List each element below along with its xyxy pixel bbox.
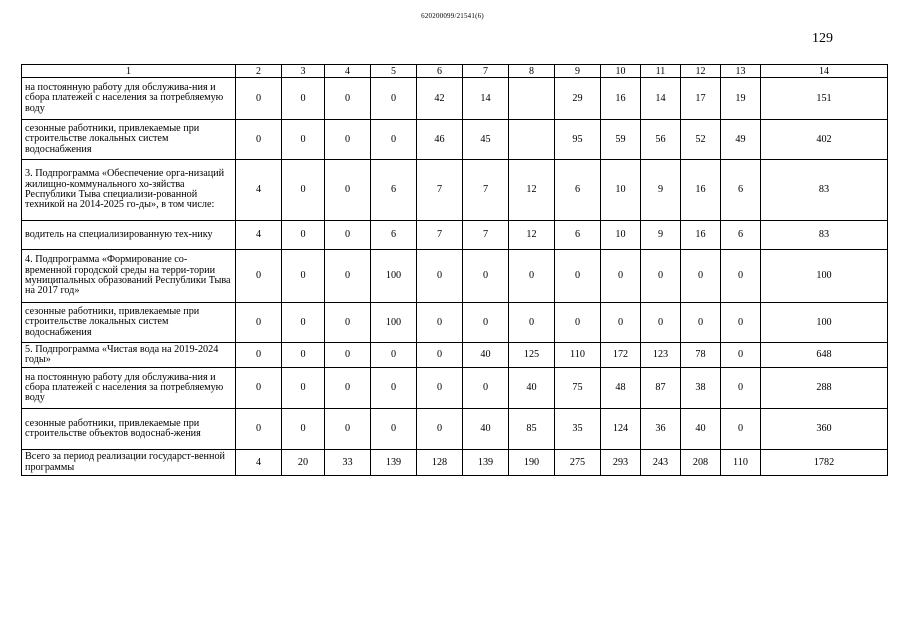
table-cell: 0 bbox=[721, 409, 761, 450]
table-cell: 0 bbox=[325, 120, 371, 160]
table-cell: 20 bbox=[282, 450, 325, 476]
table-cell: 0 bbox=[282, 409, 325, 450]
table-cell: 0 bbox=[282, 120, 325, 160]
table-cell: 0 bbox=[236, 303, 282, 343]
table-cell: 4 bbox=[236, 221, 282, 250]
table-cell: 38 bbox=[681, 368, 721, 409]
table-cell: 0 bbox=[641, 250, 681, 303]
table-cell: 0 bbox=[236, 368, 282, 409]
table-cell: 85 bbox=[509, 409, 555, 450]
table-cell: 7 bbox=[463, 221, 509, 250]
table-cell: 87 bbox=[641, 368, 681, 409]
table-cell: 33 bbox=[325, 450, 371, 476]
table-cell: 0 bbox=[325, 409, 371, 450]
table-row bbox=[22, 250, 888, 303]
table-cell: 29 bbox=[555, 78, 601, 120]
table-cell: 0 bbox=[463, 368, 509, 409]
table-cell: 14 bbox=[463, 78, 509, 120]
table-cell: 139 bbox=[463, 450, 509, 476]
table-row bbox=[22, 368, 888, 409]
column-header: 1 bbox=[22, 65, 236, 78]
table-cell: 6 bbox=[371, 221, 417, 250]
table-cell: 0 bbox=[325, 250, 371, 303]
table-cell: 75 bbox=[555, 368, 601, 409]
table-cell: 7 bbox=[417, 221, 463, 250]
table-cell: 52 bbox=[681, 120, 721, 160]
table-cell: 0 bbox=[236, 120, 282, 160]
table-row bbox=[22, 221, 888, 250]
column-header: 10 bbox=[601, 65, 641, 78]
table-cell: 288 bbox=[761, 368, 888, 409]
table-cell: 0 bbox=[417, 303, 463, 343]
table-cell: 40 bbox=[463, 343, 509, 368]
table-cell: 100 bbox=[761, 303, 888, 343]
table-cell: 0 bbox=[325, 221, 371, 250]
table-cell: 0 bbox=[282, 78, 325, 120]
table-cell: 151 bbox=[761, 78, 888, 120]
table-cell: 42 bbox=[417, 78, 463, 120]
table-cell: 1782 bbox=[761, 450, 888, 476]
table-cell: 16 bbox=[601, 78, 641, 120]
table-cell: 83 bbox=[761, 160, 888, 221]
table-cell: 0 bbox=[371, 120, 417, 160]
table-cell: 293 bbox=[601, 450, 641, 476]
column-header: 3 bbox=[282, 65, 325, 78]
table-cell: 45 bbox=[463, 120, 509, 160]
table-cell: 4 bbox=[236, 450, 282, 476]
table-cell: 123 bbox=[641, 343, 681, 368]
table-cell: 10 bbox=[601, 221, 641, 250]
table-cell: 6 bbox=[555, 221, 601, 250]
table-cell bbox=[509, 120, 555, 160]
column-header: 8 bbox=[509, 65, 555, 78]
table-cell: 0 bbox=[371, 78, 417, 120]
table-cell: 6 bbox=[721, 221, 761, 250]
table-cell: 0 bbox=[721, 303, 761, 343]
table-cell: 9 bbox=[641, 221, 681, 250]
column-header: 2 bbox=[236, 65, 282, 78]
table-cell: 0 bbox=[282, 368, 325, 409]
table-cell: 12 bbox=[509, 221, 555, 250]
table-cell: 139 bbox=[371, 450, 417, 476]
table-cell: 0 bbox=[509, 303, 555, 343]
table-cell: 83 bbox=[761, 221, 888, 250]
table-cell: 0 bbox=[325, 303, 371, 343]
table-cell: 14 bbox=[641, 78, 681, 120]
table-cell: 40 bbox=[463, 409, 509, 450]
table-cell: 360 bbox=[761, 409, 888, 450]
table-cell: 59 bbox=[601, 120, 641, 160]
table-row bbox=[22, 303, 888, 343]
table-cell: 0 bbox=[282, 343, 325, 368]
table-cell: 0 bbox=[371, 343, 417, 368]
table-cell: 0 bbox=[721, 343, 761, 368]
table-cell: 208 bbox=[681, 450, 721, 476]
table-cell: 36 bbox=[641, 409, 681, 450]
table-cell: 100 bbox=[761, 250, 888, 303]
table-cell: 0 bbox=[371, 409, 417, 450]
table-cell: 275 bbox=[555, 450, 601, 476]
document-code: 620200099/21541(6) bbox=[421, 12, 484, 20]
table-cell: 35 bbox=[555, 409, 601, 450]
table-cell: 0 bbox=[325, 343, 371, 368]
table-row bbox=[22, 78, 888, 120]
table-cell: 0 bbox=[555, 303, 601, 343]
column-header: 9 bbox=[555, 65, 601, 78]
column-header: 7 bbox=[463, 65, 509, 78]
table-cell: 125 bbox=[509, 343, 555, 368]
row-label: на постоянную работу для обслужива-ния и сбора платежей с населения за потребляемую воду bbox=[22, 78, 236, 120]
table-cell: 190 bbox=[509, 450, 555, 476]
table-row bbox=[22, 160, 888, 221]
table-cell: 40 bbox=[681, 409, 721, 450]
table-cell: 0 bbox=[721, 250, 761, 303]
table-cell: 0 bbox=[282, 160, 325, 221]
page-number: 129 bbox=[812, 31, 833, 46]
table-cell: 0 bbox=[681, 250, 721, 303]
table-cell: 100 bbox=[371, 250, 417, 303]
table-cell: 17 bbox=[681, 78, 721, 120]
table-row bbox=[22, 343, 888, 368]
table-cell: 0 bbox=[325, 160, 371, 221]
table-cell: 0 bbox=[236, 409, 282, 450]
table-cell: 0 bbox=[641, 303, 681, 343]
table-cell: 0 bbox=[282, 221, 325, 250]
table-cell: 0 bbox=[282, 250, 325, 303]
row-label: 4. Подпрограмма «Формирование со-временной городской среды на терри-тории муниципальных образований Республики Тыва на 2017 год» bbox=[22, 250, 236, 303]
table-cell: 0 bbox=[236, 78, 282, 120]
table-cell: 0 bbox=[601, 303, 641, 343]
table-cell: 46 bbox=[417, 120, 463, 160]
row-label: сезонные работники, привлекаемые при строительстве локальных систем водоснабжения bbox=[22, 120, 236, 160]
table-cell: 128 bbox=[417, 450, 463, 476]
table-header-row bbox=[22, 65, 888, 78]
table-cell: 48 bbox=[601, 368, 641, 409]
table-cell: 100 bbox=[371, 303, 417, 343]
row-label: сезонные работники, привлекаемые при строительстве локальных систем водоснабжения bbox=[22, 303, 236, 343]
table-cell: 0 bbox=[417, 368, 463, 409]
table-cell: 0 bbox=[555, 250, 601, 303]
table-cell: 12 bbox=[509, 160, 555, 221]
table-cell: 110 bbox=[721, 450, 761, 476]
column-header: 11 bbox=[641, 65, 681, 78]
table-cell: 110 bbox=[555, 343, 601, 368]
row-label: сезонные работники, привлекаемые при строительстве объектов водоснаб-жения bbox=[22, 409, 236, 450]
table-cell: 0 bbox=[463, 250, 509, 303]
table-row bbox=[22, 120, 888, 160]
row-label: Всего за период реализации государст-венной программы bbox=[22, 450, 236, 476]
table-cell: 6 bbox=[721, 160, 761, 221]
table-cell: 95 bbox=[555, 120, 601, 160]
table-cell: 40 bbox=[509, 368, 555, 409]
table-cell bbox=[509, 78, 555, 120]
table-cell: 56 bbox=[641, 120, 681, 160]
row-label: 3. Подпрограмма «Обеспечение орга-низаций жилищно-коммунального хо-зяйства Республики Тыва специализи-рованной техникой на 2014-2025 го-ды», в том числе: bbox=[22, 160, 236, 221]
table-cell: 0 bbox=[371, 368, 417, 409]
table-cell: 4 bbox=[236, 160, 282, 221]
table-cell: 243 bbox=[641, 450, 681, 476]
table-cell: 7 bbox=[417, 160, 463, 221]
table-cell: 0 bbox=[601, 250, 641, 303]
table-cell: 402 bbox=[761, 120, 888, 160]
column-header: 4 bbox=[325, 65, 371, 78]
table-cell: 0 bbox=[236, 250, 282, 303]
table-cell: 0 bbox=[417, 409, 463, 450]
row-label: на постоянную работу для обслужива-ния и сбора платежей с населения за потребляемую воду bbox=[22, 368, 236, 409]
table-cell: 6 bbox=[555, 160, 601, 221]
column-header: 12 bbox=[681, 65, 721, 78]
row-label: водитель на специализированную тех-нику bbox=[22, 221, 236, 250]
column-header: 14 bbox=[761, 65, 888, 78]
table-cell: 9 bbox=[641, 160, 681, 221]
table-cell: 19 bbox=[721, 78, 761, 120]
table-cell: 6 bbox=[371, 160, 417, 221]
table-cell: 0 bbox=[236, 343, 282, 368]
row-label: 5. Подпрограмма «Чистая вода на 2019-2024 годы» bbox=[22, 343, 236, 368]
table-cell: 0 bbox=[721, 368, 761, 409]
table-cell: 0 bbox=[509, 250, 555, 303]
table-cell: 10 bbox=[601, 160, 641, 221]
table-cell: 78 bbox=[681, 343, 721, 368]
table-cell: 648 bbox=[761, 343, 888, 368]
table-cell: 16 bbox=[681, 160, 721, 221]
table-cell: 0 bbox=[463, 303, 509, 343]
table-cell: 49 bbox=[721, 120, 761, 160]
table-cell: 0 bbox=[325, 78, 371, 120]
table-cell: 0 bbox=[681, 303, 721, 343]
table-cell: 172 bbox=[601, 343, 641, 368]
table-row bbox=[22, 409, 888, 450]
table-cell: 0 bbox=[282, 303, 325, 343]
column-header: 5 bbox=[371, 65, 417, 78]
table-cell: 124 bbox=[601, 409, 641, 450]
table-cell: 0 bbox=[417, 343, 463, 368]
column-header: 13 bbox=[721, 65, 761, 78]
column-header: 6 bbox=[417, 65, 463, 78]
table-cell: 16 bbox=[681, 221, 721, 250]
table-cell: 0 bbox=[325, 368, 371, 409]
table-row bbox=[22, 450, 888, 476]
table-cell: 7 bbox=[463, 160, 509, 221]
table-cell: 0 bbox=[417, 250, 463, 303]
data-table bbox=[21, 64, 888, 476]
